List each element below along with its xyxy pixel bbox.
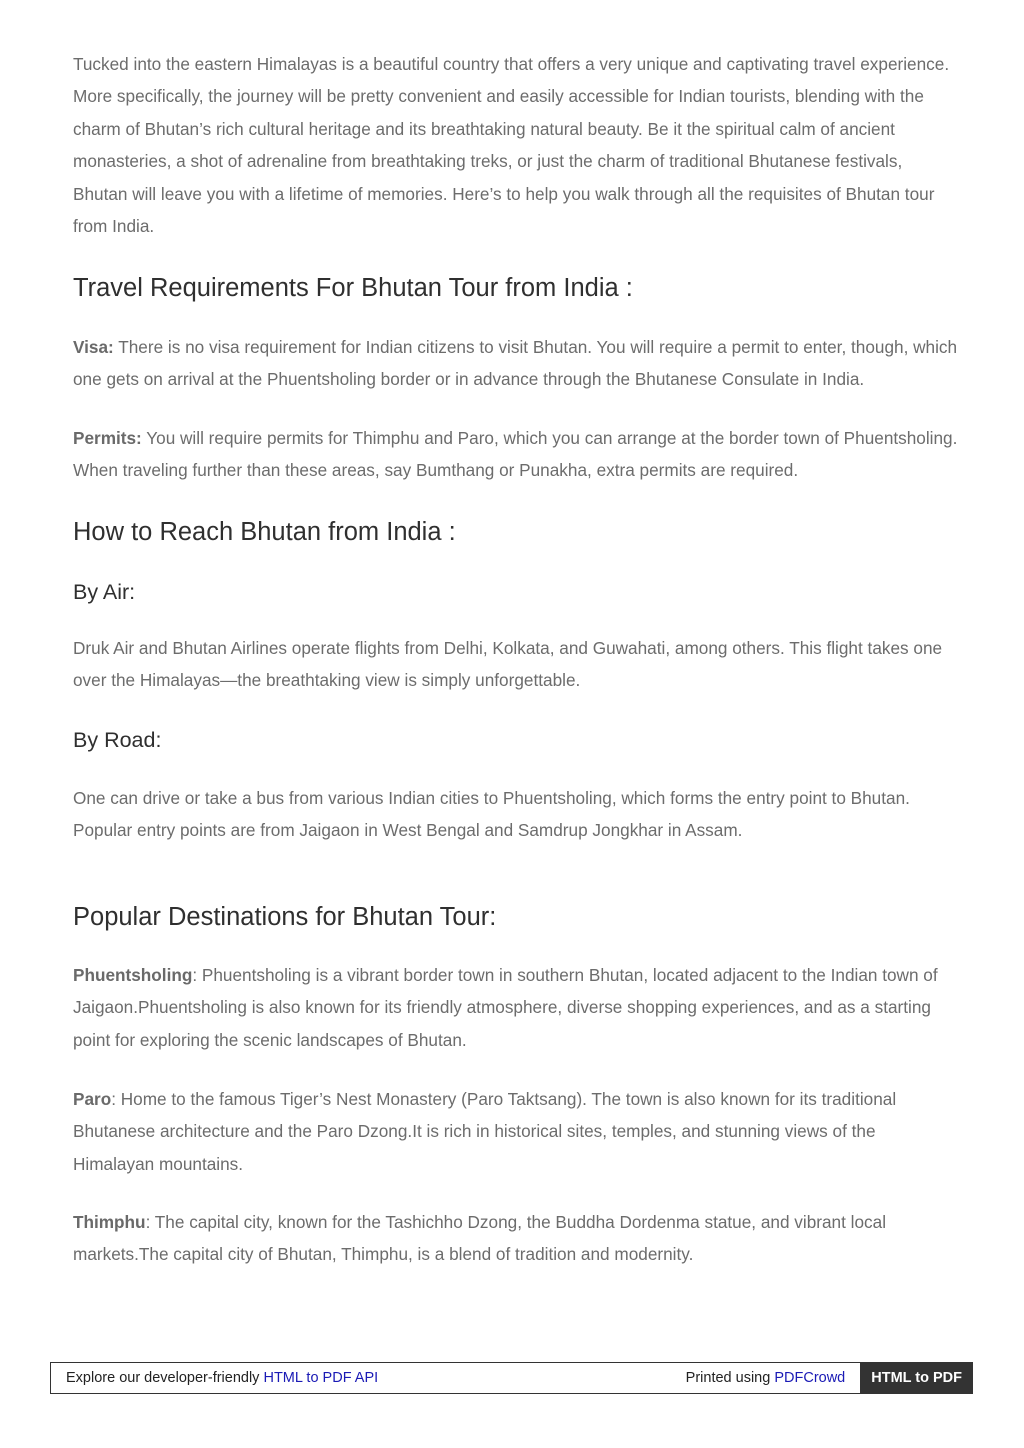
phuentsholing-text: : Phuentsholing is a vibrant border town in southern Bhutan, located adjacent to the Indian town of Jaigaon.Phuentsholing is also known for its friendly atmosphere, diverse shopping experiences, and as a starting point for exploring the scenic landscapes of Bhutan. (73, 965, 938, 1050)
how-to-reach-section (73, 515, 958, 549)
by-road-block (73, 725, 958, 755)
html-to-pdf-api-link[interactable]: HTML to PDF API (263, 1370, 379, 1386)
phuentsholing-paragraph (73, 959, 958, 1056)
thimphu-text: : The capital city, known for the Tashichho Dzong, the Buddha Dordenma statue, and vibrant local markets.The capital city of Bhutan, Thimphu, is a blend of tradition and modernity. (73, 1212, 887, 1265)
paro-paragraph (73, 1083, 958, 1180)
thimphu-label: Thimphu (73, 1212, 146, 1232)
pdfcrowd-link[interactable]: PDFCrowd (774, 1370, 846, 1386)
by-road-text-block (73, 782, 958, 847)
travel-requirements-heading: Travel Requirements For Bhutan Tour from India : (73, 274, 633, 302)
intro-paragraph: Tucked into the eastern Himalayas is a beautiful country that offers a very unique and captivating travel experience. More specifically, the journey will be pretty convenient and easily accessible for Indian tourists, blending with the charm of Bhutan’s rich cultural heritage and its breathtaking natural beauty. Be it the spiritual calm of ancient monasteries, a shot of adrenaline from breathtaking treks, or just the charm of traditional Bhutanese festivals, Bhutan will leave you with a lifetime of memories. Here’s to help you walk through all the requisites of Bhutan tour from India. (73, 54, 950, 237)
phuentsholing-block (73, 959, 958, 1056)
pdf-footer-bar (50, 1362, 973, 1394)
intro-block (73, 48, 958, 242)
paro-label: Paro (73, 1089, 112, 1109)
visa-label: Visa: (73, 337, 114, 357)
by-air-heading: By Air: (73, 580, 136, 604)
travel-requirements-section (73, 271, 958, 305)
paro-block (73, 1083, 958, 1180)
destinations-section (73, 900, 958, 934)
phuentsholing-label: Phuentsholing (73, 965, 193, 985)
footer-explore-text: Explore our developer-friendly (66, 1370, 264, 1386)
permits-text: You will require permits for Thimphu and Paro, which you can arrange at the border town of Phuentsholing. When traveling further than these areas, say Bumthang or Punakha, extra permits are required. (73, 428, 958, 481)
footer-printed (686, 1370, 861, 1386)
by-air-block (73, 577, 958, 607)
by-air-paragraph: Druk Air and Bhutan Airlines operate flights from Delhi, Kolkata, and Guwahati, among others. This flight takes one over the Himalayas—the breathtaking view is simply unforgettable. (73, 638, 943, 691)
footer-explore (51, 1370, 686, 1386)
destinations-heading: Popular Destinations for Bhutan Tour: (73, 903, 497, 931)
permits-label: Permits: (73, 428, 142, 448)
thimphu-paragraph (73, 1206, 958, 1271)
paro-text: : Home to the famous Tiger’s Nest Monastery (Paro Taktsang). The town is also known for its traditional Bhutanese architecture and the Paro Dzong.It is rich in historical sites, temples, and stunning views of the Himalayan mountains. (73, 1089, 897, 1174)
permits-block (73, 422, 958, 487)
by-road-heading: By Road: (73, 728, 162, 752)
visa-paragraph (73, 331, 958, 396)
permits-paragraph (73, 422, 958, 487)
by-road-paragraph: One can drive or take a bus from various Indian cities to Phuentsholing, which forms the entry point to Bhutan. Popular entry points are from Jaigaon in West Bengal and Samdrup Jongkhar in Assam. (73, 788, 910, 841)
thimphu-block (73, 1206, 958, 1271)
visa-text: There is no visa requirement for Indian citizens to visit Bhutan. You will require a permit to enter, though, which one gets on arrival at the Phuentsholing border or in advance through the Bhutanese Consulate in India. (73, 337, 958, 390)
footer-printed-text: Printed using (685, 1370, 775, 1386)
how-to-reach-heading: How to Reach Bhutan from India : (73, 518, 456, 546)
html-to-pdf-badge[interactable]: HTML to PDF (860, 1362, 973, 1394)
visa-block (73, 331, 958, 396)
by-air-text-block (73, 632, 958, 697)
